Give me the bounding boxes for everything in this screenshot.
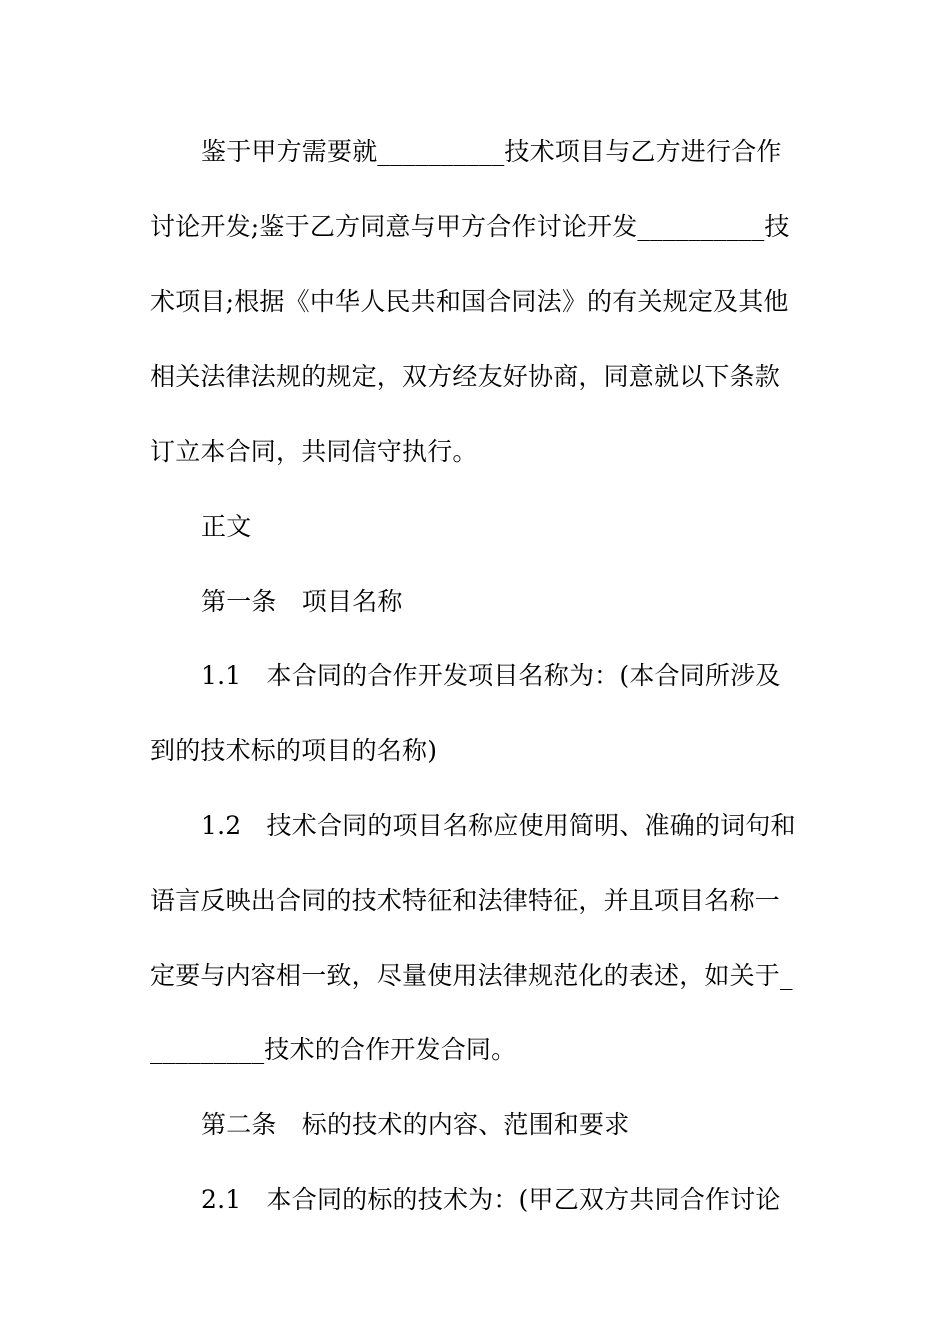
preamble-line-3: 术项目;根据《中华人民共和国合同法》的有关规定及其他 bbox=[150, 287, 789, 316]
clause-1-2-line-1: 1.2 技术合同的项目名称应使用简明、准确的词句和 bbox=[201, 811, 796, 840]
clause-1-2-line-2: 语言反映出合同的技术特征和法律特征，并且项目名称一 bbox=[150, 886, 781, 915]
article-1-heading: 第一条 项目名称 bbox=[201, 587, 403, 616]
clause-1-1-line-2: 到的技术标的项目的名称) bbox=[150, 736, 438, 765]
preamble-line-4: 相关法律法规的规定，双方经友好协商，同意就以下条款 bbox=[150, 362, 781, 391]
clause-1-2-line-4: _________技术的合作开发合同。 bbox=[150, 1035, 517, 1064]
article-2-heading: 第二条 标的技术的内容、范围和要求 bbox=[201, 1110, 630, 1139]
clause-1-1-line-1: 1.1 本合同的合作开发项目名称为：(本合同所涉及 bbox=[201, 661, 781, 690]
preamble-line-1: 鉴于甲方需要就__________技术项目与乙方进行合作 bbox=[201, 137, 782, 166]
clause-1-2-line-3: 定要与内容相一致，尽量使用法律规范化的表述，如关于_ bbox=[150, 961, 793, 990]
clause-2-1-line-1: 2.1 本合同的标的技术为：(甲乙双方共同合作讨论 bbox=[201, 1185, 781, 1214]
section-heading-body: 正文 bbox=[201, 512, 252, 541]
preamble-line-2: 讨论开发;鉴于乙方同意与甲方合作讨论开发__________技 bbox=[150, 212, 790, 241]
preamble-line-5: 订立本合同，共同信守执行。 bbox=[150, 437, 478, 466]
